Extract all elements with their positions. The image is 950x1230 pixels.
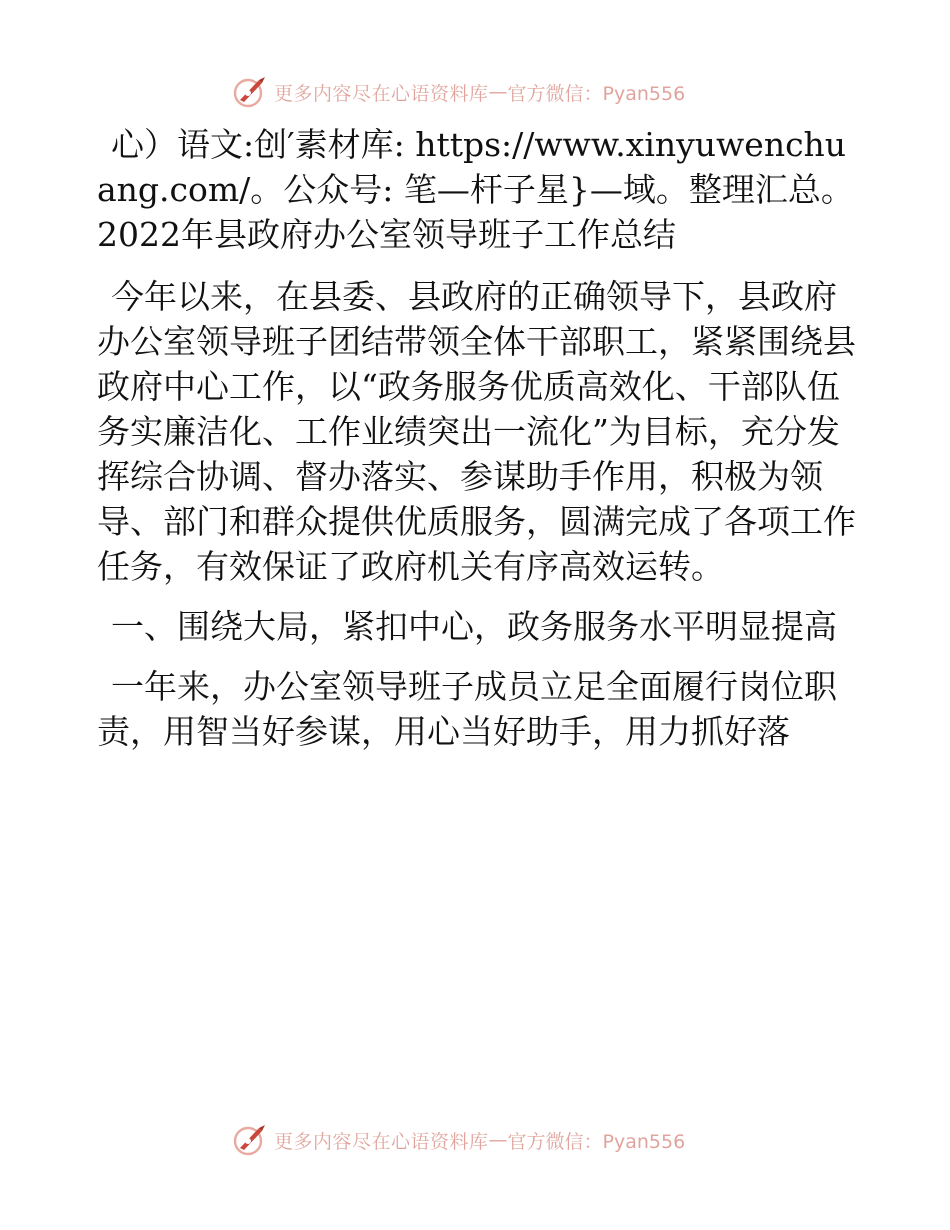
- intro-paragraph: 心）语文:创′素材库: https://www.xinyuwenchuang.com/。公众号: 笔—杆子星}—域。整理汇总。2022年县政府办公室领导班子工作总结: [97, 125, 854, 254]
- watermark-text: 更多内容尽在心语资料库: [274, 1130, 489, 1153]
- quill-pen-circle-icon: [232, 1122, 268, 1158]
- footer-watermark: [232, 1120, 685, 1160]
- watermark-contact: 官方微信：Pyan556: [507, 1130, 686, 1153]
- document-body: [97, 122, 857, 769]
- section-heading: 一、围绕大局，紧扣中心，政务服务水平明显提高: [111, 607, 837, 646]
- watermark-contact: 官方微信：Pyan556: [507, 82, 686, 105]
- body-paragraph: 今年以来，在县委、县政府的正确领导下，县政府办公室领导班子团结带领全体干部职工，紧紧围绕县政府中心工作，以“政务服务优质高效化、干部队伍务实廉洁化、工作业绩突出一流化”为目标，充分发挥综合协调、督办落实、参谋助手作用，积极为领导、部门和群众提供优质服务，圆满完成了各项工作任务，有效保证了政府机关有序高效运转。: [97, 277, 856, 586]
- body-paragraph: 一年来，办公室领导班子成员立足全面履行岗位职责，用智当好参谋，用心当好助手，用力抓好落: [97, 667, 837, 751]
- quill-pen-circle-icon: [232, 74, 268, 110]
- watermark-separator: —: [488, 1129, 508, 1151]
- watermark-text: 更多内容尽在心语资料库: [274, 82, 489, 105]
- watermark-separator: —: [488, 81, 508, 103]
- header-watermark: [232, 72, 685, 112]
